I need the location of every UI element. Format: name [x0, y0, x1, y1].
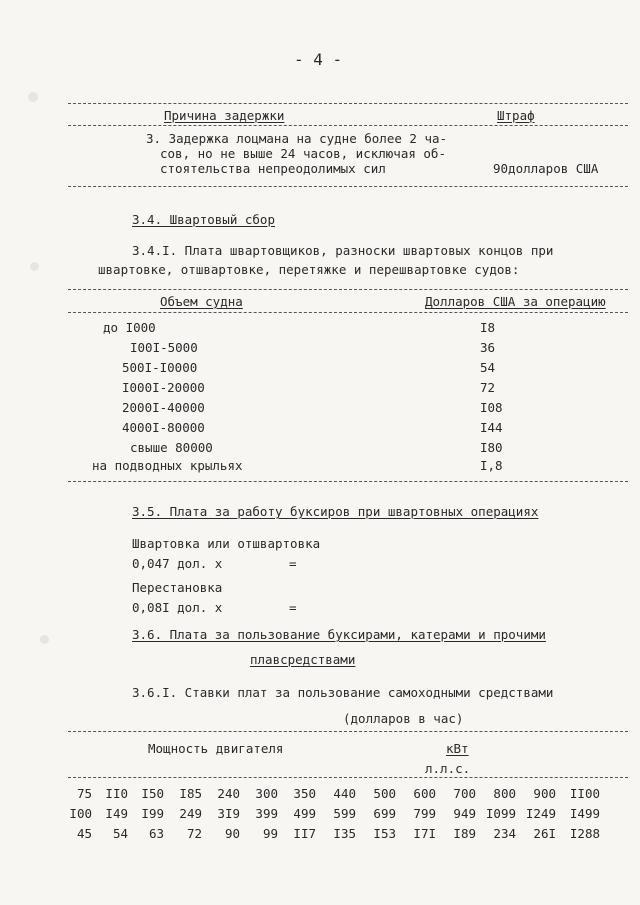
delay-row-line: стоятельства непреодолимых сил [160, 161, 386, 176]
table-cell: I50 [141, 786, 164, 801]
table-cell: 63 [148, 826, 164, 841]
units-label: (долларов в час) [343, 711, 464, 726]
table-cell: 500 [373, 786, 396, 801]
table-cell: I49 [105, 806, 128, 821]
item-formula: 0,047 дол. x [132, 556, 223, 571]
divider [68, 731, 628, 732]
table-cell: 99 [262, 826, 278, 841]
scan-smudge [28, 92, 38, 102]
divider [68, 481, 628, 482]
table-cell: 399 [255, 806, 278, 821]
table-cell: 699 [373, 806, 396, 821]
table-cell: I99 [141, 806, 164, 821]
table-cell: I099 [485, 806, 516, 821]
table-cell: 799 [413, 806, 436, 821]
table-row-price: 72 [480, 380, 496, 395]
table-cell: 3I9 [217, 806, 240, 821]
table-row-volume: I00I-5000 [130, 340, 198, 355]
table-cell: 75 [76, 786, 92, 801]
table-cell: II00 [569, 786, 600, 801]
table-cell: 72 [186, 826, 202, 841]
divider [68, 312, 628, 313]
item-label: Перестановка [132, 580, 223, 595]
table-cell: 350 [293, 786, 316, 801]
table-row [72, 786, 620, 804]
delay-row-line: сов, но не выше 24 часов, исключая об- [160, 146, 446, 161]
table-cell: 599 [333, 806, 356, 821]
delay-row-line: 3. Задержка лоцмана на судне более 2 ча- [146, 131, 448, 146]
table-row-volume: на подводных крыльях [92, 458, 243, 473]
table-cell: 234 [493, 826, 516, 841]
table-cell: I85 [179, 786, 202, 801]
page-number: - 4 - [294, 50, 343, 69]
table-cell: 800 [493, 786, 516, 801]
table-row [69, 806, 620, 824]
item-label: Швартовка или отшвартовка [132, 536, 321, 551]
table-row-price: I08 [480, 400, 503, 415]
table-cell: I35 [333, 826, 356, 841]
table-cell: 45 [76, 826, 92, 841]
table-header-price: Долларов США за операцию [425, 294, 606, 309]
power-label: Мощность двигателя [148, 741, 284, 756]
table-cell: 900 [533, 786, 556, 801]
table-cell: II7 [293, 826, 316, 841]
table-cell: 249 [179, 806, 202, 821]
table-header-fine: Штраф [497, 108, 535, 123]
table-row-volume: 2000I-40000 [122, 400, 205, 415]
table-header-volume: Объем судна [160, 294, 243, 309]
table-row-price: I80 [480, 440, 503, 455]
table-cell: 300 [255, 786, 278, 801]
table-cell: I499 [569, 806, 600, 821]
table-cell: 440 [333, 786, 356, 801]
table-cell: I288 [569, 826, 600, 841]
table-row-price: 54 [480, 360, 496, 375]
table-cell: 240 [217, 786, 240, 801]
divider [68, 103, 628, 104]
paragraph-line: 3.4.I. Плата швартовщиков, разноски швартовых концов при [132, 243, 554, 258]
table-cell: 90 [224, 826, 240, 841]
subheading: 3.6.I. Ставки плат за пользование самоходными средствами [132, 685, 554, 700]
table-cell: I53 [373, 826, 396, 841]
divider [68, 777, 628, 778]
table-cell: I89 [453, 826, 476, 841]
paragraph-line: швартовке, отшвартовке, перетяжке и перешвартовке судов: [98, 262, 520, 277]
table-row-volume: I000I-20000 [122, 380, 205, 395]
unit-kw: кВт [446, 741, 469, 756]
table-cell: I249 [525, 806, 556, 821]
table-row-volume: 500I-I0000 [122, 360, 198, 375]
scan-smudge [30, 262, 39, 271]
divider [68, 186, 628, 187]
table-row-volume: 4000I-80000 [122, 420, 205, 435]
table-cell: 499 [293, 806, 316, 821]
table-row-price: I,8 [480, 458, 503, 473]
table-cell: 700 [453, 786, 476, 801]
delay-fine: 90долларов США [493, 161, 599, 176]
unit-hp: л.л.с. [425, 761, 471, 776]
equals-sign: = [289, 600, 297, 615]
table-row-price: I44 [480, 420, 503, 435]
section-heading: 3.6. Плата за пользование буксирами, катерами и прочими [132, 627, 546, 642]
table-cell: 949 [453, 806, 476, 821]
table-cell: I00 [69, 806, 92, 821]
table-header-reason: Причина задержки [164, 108, 285, 123]
table-row-price: 36 [480, 340, 496, 355]
table-row [72, 826, 620, 844]
scan-smudge [40, 635, 49, 644]
table-row-price: I8 [480, 320, 496, 335]
divider [68, 289, 628, 290]
section-heading: 3.5. Плата за работу буксиров при швартовных операциях [132, 504, 539, 519]
section-heading: 3.4. Швартовый сбор [132, 212, 275, 227]
section-heading-cont: плавсредствами [250, 652, 356, 667]
item-formula: 0,08I дол. x [132, 600, 223, 615]
table-cell: 54 [112, 826, 128, 841]
table-cell: II0 [105, 786, 128, 801]
table-row-volume: свыше 80000 [130, 440, 213, 455]
table-cell: 600 [413, 786, 436, 801]
equals-sign: = [289, 556, 297, 571]
divider [68, 125, 628, 126]
table-cell: 26I [533, 826, 556, 841]
table-row-volume: до I000 [103, 320, 156, 335]
table-cell: I7I [413, 826, 436, 841]
